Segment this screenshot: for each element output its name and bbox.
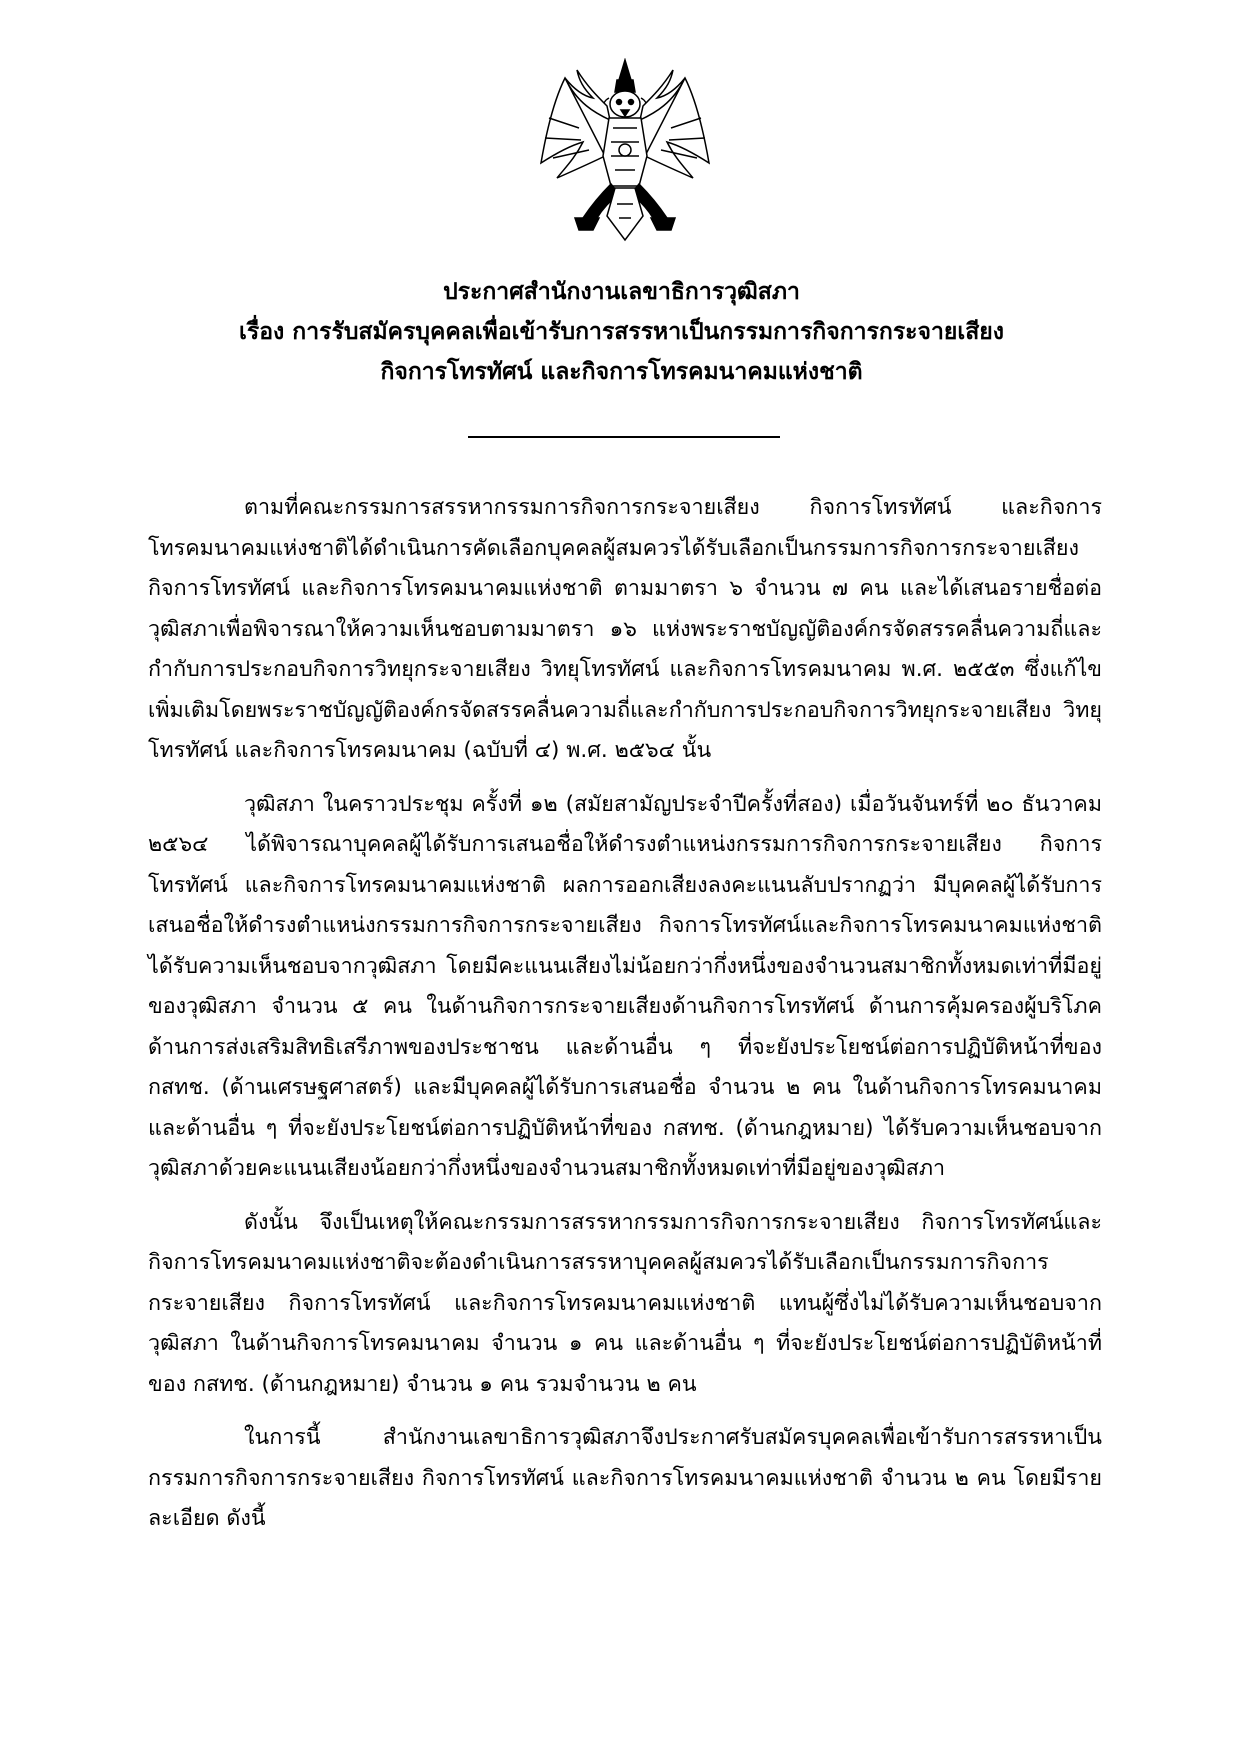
announcement-issuer: ประกาศสำนักงานเลขาธิการวุฒิสภา (443, 279, 800, 305)
announcement-subject-continued: กิจการโทรทัศน์ และกิจการโทรคมนาคมแห่งชาติ (380, 359, 863, 385)
paragraph: ดังนั้น จึงเป็นเหตุให้คณะกรรมการสรรหากรรมการกิจการกระจายเสียง กิจการโทรทัศน์และกิจการโทรคมนาคมแห่งชาติจะต้องดำเนินการสรรหาบุคคลผู้สมควรได้รับเลือกเป็นกรรมการกิจการกระจายเสียง กิจการโทรทัศน์ และกิจการโทรคมนาคมแห่งชาติ แทนผู้ซึ่งไม่ได้รับความเห็นชอบจากวุฒิสภา ในด้านกิจการโทรคมนาคม จำนวน ๑ คน และด้านอื่น ๆ ที่จะยังประโยชน์ต่อการปฏิบัติหน้าที่ของ กสทช. (ด้านกฎหมาย) จำนวน ๑ คน รวมจำนวน ๒ คน (148, 1209, 1102, 1397)
paragraph: ตามที่คณะกรรมการสรรหากรรมการกิจการกระจายเสียง กิจการโทรทัศน์ และกิจการโทรคมนาคมแห่งชาติได้ดำเนินการคัดเลือกบุคคลผู้สมควรได้รับเลือกเป็นกรรมการกิจการกระจายเสียงกิจการโทรทัศน์ และกิจการโทรคมนาคมแห่งชาติ ตามมาตรา ๖ จำนวน ๗ คน และได้เสนอรายชื่อต่อวุฒิสภาเพื่อพิจารณาให้ความเห็นชอบตามมาตรา ๑๖ แห่งพระราชบัญญัติองค์กรจัดสรรคลื่นความถี่และกำกับการประกอบกิจการวิทยุกระจายเสียง วิทยุโทรทัศน์ และกิจการโทรคมนาคม พ.ศ. ๒๕๕๓ ซึ่งแก้ไขเพิ่มเติมโดยพระราชบัญญัติองค์กรจัดสรรคลื่นความถี่และกำกับการประกอบกิจการวิทยุกระจายเสียง วิทยุโทรทัศน์ และกิจการโทรคมนาคม (ฉบับที่ ๔) พ.ศ. ๒๕๖๔ นั้น (148, 495, 1102, 763)
announcement-subject: เรื่อง การรับสมัครบุคคลเพื่อเข้ารับการสรรหาเป็นกรรมการกิจการกระจายเสียง (239, 319, 1004, 345)
announcement-body (148, 488, 1102, 1553)
announcement-header (140, 272, 1103, 392)
paragraph: วุฒิสภา ในคราวประชุม ครั้งที่ ๑๒ (สมัยสามัญประจำปีครั้งที่สอง) เมื่อวันจันทร์ที่ ๒๐ ธันวาคม ๒๕๖๔ ได้พิจารณาบุคคลผู้ได้รับการเสนอชื่อให้ดำรงตำแหน่งกรรมการกิจการกระจายเสียง กิจการโทรทัศน์ และกิจการโทรคมนาคมแห่งชาติ ผลการออกเสียงลงคะแนนลับปรากฏว่า มีบุคคลผู้ได้รับการเสนอชื่อให้ดำรงตำแหน่งกรรมการกิจการกระจายเสียง กิจการโทรทัศน์และกิจการโทรคมนาคมแห่งชาติ ได้รับความเห็นชอบจากวุฒิสภา โดยมีคะแนนเสียงไม่น้อยกว่ากึ่งหนึ่งของจำนวนสมาชิกทั้งหมดเท่าที่มีอยู่ของวุฒิสภา จำนวน ๕ คน ในด้านกิจการกระจายเสียงด้านกิจการโทรทัศน์ ด้านการคุ้มครองผู้บริโภค ด้านการส่งเสริมสิทธิเสรีภาพของประชาชน และด้านอื่น ๆ ที่จะยังประโยชน์ต่อการปฏิบัติหน้าที่ของ กสทช. (ด้านเศรษฐศาสตร์) และมีบุคคลผู้ได้รับการเสนอชื่อ จำนวน ๒ คน ในด้านกิจการโทรคมนาคม และด้านอื่น ๆ ที่จะยังประโยชน์ต่อการปฏิบัติหน้าที่ของ กสทช. (ด้านกฎหมาย) ได้รับความเห็นชอบจากวุฒิสภาด้วยคะแนนเสียงน้อยกว่ากึ่งหนึ่งของจำนวนสมาชิกทั้งหมดเท่าที่มีอยู่ของวุฒิสภา (148, 791, 1102, 1181)
paragraph: ในการนี้ สำนักงานเลขาธิการวุฒิสภาจึงประกาศรับสมัครบุคคลเพื่อเข้ารับการสรรหาเป็นกรรมการกิจการกระจายเสียง กิจการโทรทัศน์ และกิจการโทรคมนาคมแห่งชาติ จำนวน ๒ คน โดยมีรายละเอียด ดังนี้ (148, 1425, 1102, 1531)
header-divider (468, 436, 780, 438)
garuda-emblem-icon (535, 58, 715, 243)
